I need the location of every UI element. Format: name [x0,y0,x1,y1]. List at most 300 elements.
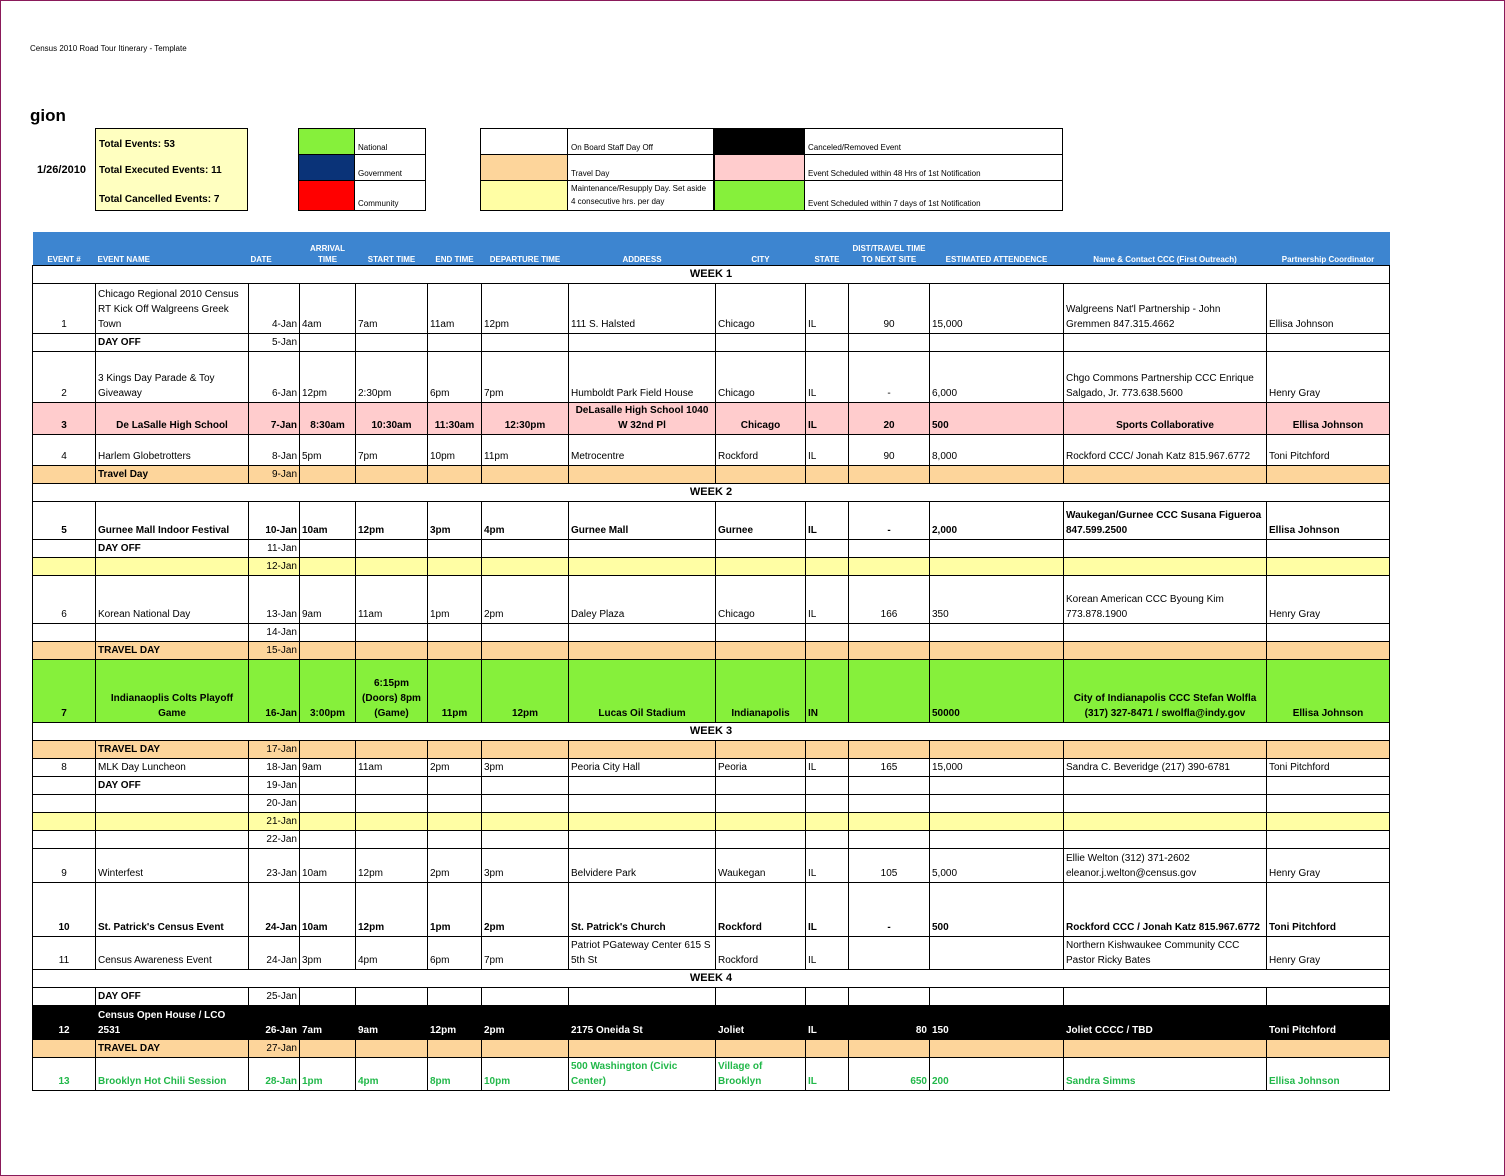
table-cell: Toni Pitchford [1267,882,1390,936]
legend-swatch-national [298,128,355,155]
day-row [33,794,1390,812]
table-cell: 7 [33,659,96,722]
table-cell [716,830,806,848]
table-cell [356,776,428,794]
table-cell: Henry Gray [1267,575,1390,623]
table-cell: Northern Kishwaukee Community CCC Pastor Ricky Bates [1064,936,1267,969]
week-label: WEEK 4 [33,969,1390,987]
table-cell: Chicago Regional 2010 Census RT Kick Off Walgreens Greek Town [96,283,249,333]
table-cell [482,557,569,575]
table-cell [849,623,930,641]
table-cell [1267,830,1390,848]
table-cell: Toni Pitchford [1267,434,1390,465]
event-row [33,1057,1390,1090]
table-cell [356,1039,428,1057]
table-cell: Harlem Globetrotters [96,434,249,465]
table-cell: Sandra Simms [1064,1057,1267,1090]
table-cell [569,830,716,848]
table-cell: 2pm [482,575,569,623]
table-cell [716,641,806,659]
table-cell [569,794,716,812]
table-cell [300,776,356,794]
day-row [33,557,1390,575]
table-cell: 18-Jan [249,758,300,776]
table-cell: 12 [33,1005,96,1039]
table-cell [1267,740,1390,758]
table-cell [300,641,356,659]
table-cell [300,1039,356,1057]
table-cell [428,623,482,641]
column-header: EVENT NAME [96,232,249,265]
table-cell: 24-Jan [249,882,300,936]
legend-label-maintenance: Maintenance/Resupply Day. Set aside 4 consecutive hrs. per day [568,180,714,211]
legend-swatch-sched7 [714,180,805,211]
table-cell: IL [806,1005,849,1039]
table-cell: 26-Jan [249,1005,300,1039]
table-cell: 12pm [428,1005,482,1039]
event-row [33,402,1390,434]
day-row [33,1039,1390,1057]
week-label: WEEK 2 [33,483,1390,501]
table-cell [930,987,1064,1005]
table-cell: 20 [849,402,930,434]
table-cell [930,776,1064,794]
table-cell: 11:30am [428,402,482,434]
table-cell: 10am [300,882,356,936]
table-cell [428,333,482,351]
table-cell: Rockford [716,882,806,936]
table-cell [849,794,930,812]
table-cell [33,465,96,483]
table-cell: 10:30am [356,402,428,434]
event-row [33,283,1390,333]
table-cell [96,557,249,575]
table-cell [428,794,482,812]
table-cell: Ellisa Johnson [1267,501,1390,539]
day-row [33,333,1390,351]
table-cell [1064,333,1267,351]
table-cell: Brooklyn Hot Chili Session [96,1057,249,1090]
table-cell [569,557,716,575]
table-cell: 8pm [428,1057,482,1090]
table-cell: Ellisa Johnson [1267,1057,1390,1090]
table-cell: 105 [849,848,930,882]
table-cell: 7pm [356,434,428,465]
table-cell: St. Patrick's Church [569,882,716,936]
table-cell: 10pm [428,434,482,465]
table-cell [569,987,716,1005]
table-cell [1267,812,1390,830]
table-cell: 6pm [428,936,482,969]
table-cell: IL [806,758,849,776]
table-cell [716,812,806,830]
event-row [33,848,1390,882]
table-cell [356,557,428,575]
table-cell: Census Open House / LCO 2531 [96,1005,249,1039]
table-cell: 9-Jan [249,465,300,483]
table-cell [806,333,849,351]
table-cell: 3:00pm [300,659,356,722]
table-cell: 166 [849,575,930,623]
table-cell: IL [806,351,849,402]
table-cell: 3 Kings Day Parade & Toy Giveaway [96,351,249,402]
table-cell [930,465,1064,483]
total-cancelled-events: Total Cancelled Events: 7 [99,194,220,205]
column-header: START TIME [356,232,428,265]
table-cell: Chicago [716,402,806,434]
table-cell: 24-Jan [249,936,300,969]
legend-label-community: Community [355,180,426,211]
table-cell [96,812,249,830]
table-cell: Metrocentre [569,434,716,465]
table-cell: - [849,501,930,539]
column-header: ARRIVAL TIME [300,232,356,265]
table-cell: 12pm [356,882,428,936]
table-cell: TRAVEL DAY [96,1039,249,1057]
table-cell [569,641,716,659]
table-cell [569,812,716,830]
week-row [33,969,1390,987]
table-cell: 3 [33,402,96,434]
table-cell [806,623,849,641]
table-cell: 6-Jan [249,351,300,402]
table-cell: Humboldt Park Field House [569,351,716,402]
table-cell: 1 [33,283,96,333]
table-cell: Henry Gray [1267,351,1390,402]
report-date: 1/26/2010 [37,164,86,176]
table-cell [849,641,930,659]
table-cell [33,794,96,812]
table-cell [96,830,249,848]
legend-swatch-staff-off [480,128,568,155]
table-cell [849,830,930,848]
table-cell: Chicago [716,351,806,402]
table-cell: Toni Pitchford [1267,758,1390,776]
table-cell: IL [806,434,849,465]
table-cell: 12pm [356,501,428,539]
table-cell [849,987,930,1005]
table-cell: Indianapolis [716,659,806,722]
table-cell: Daley Plaza [569,575,716,623]
table-cell: 4pm [356,936,428,969]
table-cell: 5,000 [930,848,1064,882]
table-cell: Gurnee [716,501,806,539]
table-cell: 12pm [482,659,569,722]
table-cell [806,812,849,830]
table-cell [300,539,356,557]
table-cell [1267,1039,1390,1057]
table-cell [1267,623,1390,641]
legend-label-sched48: Event Scheduled within 48 Hrs of 1st Notification [805,154,1063,181]
table-cell: 12pm [300,351,356,402]
table-cell [356,539,428,557]
table-cell: 350 [930,575,1064,623]
table-cell [482,812,569,830]
table-cell: 19-Jan [249,776,300,794]
table-cell [300,987,356,1005]
table-cell: 6:15pm (Doors) 8pm (Game) [356,659,428,722]
table-cell [1064,465,1267,483]
table-cell [716,465,806,483]
region-heading: gion [30,106,66,125]
table-cell: Toni Pitchford [1267,1005,1390,1039]
table-cell: Joliet [716,1005,806,1039]
table-cell [806,1039,849,1057]
legend-label-sched7: Event Scheduled within 7 days of 1st Notification [805,180,1063,211]
table-cell: Village of Brooklyn [716,1057,806,1090]
table-cell: Chicago [716,283,806,333]
document-title: Census 2010 Road Tour Itinerary - Template [30,44,187,53]
column-header: ADDRESS [569,232,716,265]
table-cell [806,776,849,794]
table-cell: Sandra C. Beveridge (217) 390-6781 [1064,758,1267,776]
table-cell: Henry Gray [1267,848,1390,882]
table-cell: 12:30pm [482,402,569,434]
table-cell [569,1039,716,1057]
table-cell [1064,557,1267,575]
table-cell: Walgreens Nat'l Partnership - John Gremmen 847.315.4662 [1064,283,1267,333]
table-cell: 2pm [428,848,482,882]
table-cell: 4am [300,283,356,333]
legend-swatch-travel [480,154,568,181]
day-row [33,776,1390,794]
legend-label-travel: Travel Day [568,154,714,181]
table-cell: 13 [33,1057,96,1090]
table-cell: Waukegan/Gurnee CCC Susana Figueroa 847.599.2500 [1064,501,1267,539]
event-row [33,659,1390,722]
table-cell: IL [806,402,849,434]
table-cell [33,333,96,351]
table-cell [930,641,1064,659]
table-cell: Indianaoplis Colts Playoff Game [96,659,249,722]
table-cell [930,794,1064,812]
table-cell: 1pm [428,575,482,623]
table-cell [428,539,482,557]
table-cell: 500 Washington (Civic Center) [569,1057,716,1090]
legend-swatch-community [298,180,355,211]
table-cell: Korean National Day [96,575,249,623]
table-cell [33,1039,96,1057]
table-cell [849,465,930,483]
table-cell: 1pm [300,1057,356,1090]
table-cell: 10 [33,882,96,936]
table-cell: Rockford [716,936,806,969]
table-cell: 10am [300,501,356,539]
table-cell: 2pm [482,1005,569,1039]
table-cell: Ellisa Johnson [1267,659,1390,722]
table-cell [300,333,356,351]
table-cell [1267,776,1390,794]
table-cell: 90 [849,434,930,465]
table-cell: 9am [300,758,356,776]
event-row [33,882,1390,936]
table-cell: IL [806,501,849,539]
event-row [33,575,1390,623]
table-cell: 8 [33,758,96,776]
table-cell [849,659,930,722]
day-row [33,812,1390,830]
table-cell [428,740,482,758]
summary-box [95,128,248,211]
table-cell [930,557,1064,575]
table-cell: 2:30pm [356,351,428,402]
table-cell [482,539,569,557]
table-cell: 16-Jan [249,659,300,722]
table-cell [930,333,1064,351]
table-cell: - [849,351,930,402]
table-cell [96,794,249,812]
table-cell: 4 [33,434,96,465]
table-cell: City of Indianapolis CCC Stefan Wolfla (317) 327-8471 / swolfla@indy.gov [1064,659,1267,722]
table-cell: 2pm [428,758,482,776]
table-cell: 15,000 [930,283,1064,333]
table-cell [569,623,716,641]
day-row [33,740,1390,758]
table-cell: Patriot PGateway Center 615 S 5th St [569,936,716,969]
table-cell [482,641,569,659]
table-cell [1064,623,1267,641]
table-cell: 650 [849,1057,930,1090]
table-cell: Ellie Welton (312) 371-2602 eleanor.j.welton@census.gov [1064,848,1267,882]
table-cell: 1pm [428,882,482,936]
table-cell [1267,557,1390,575]
table-cell: 6 [33,575,96,623]
table-cell: 11am [428,283,482,333]
table-cell: Lucas Oil Stadium [569,659,716,722]
table-cell: 7-Jan [249,402,300,434]
table-cell [356,830,428,848]
table-cell [716,987,806,1005]
column-header: DATE [249,232,300,265]
table-cell [300,830,356,848]
week-row [33,265,1390,283]
table-cell [356,794,428,812]
table-cell: 150 [930,1005,1064,1039]
event-row [33,501,1390,539]
table-cell: Gurnee Mall Indoor Festival [96,501,249,539]
table-cell [716,740,806,758]
table-cell [482,465,569,483]
table-cell: Korean American CCC Byoung Kim 773.878.1900 [1064,575,1267,623]
table-cell: Waukegan [716,848,806,882]
table-cell: 4-Jan [249,283,300,333]
table-cell: Rockford CCC/ Jonah Katz 815.967.6772 [1064,434,1267,465]
table-cell [482,333,569,351]
table-cell [300,812,356,830]
table-cell: IN [806,659,849,722]
table-cell [356,641,428,659]
event-row [33,758,1390,776]
table-cell: 10pm [482,1057,569,1090]
day-row [33,641,1390,659]
table-cell: 11 [33,936,96,969]
table-cell [716,539,806,557]
table-cell: Belvidere Park [569,848,716,882]
table-cell [930,830,1064,848]
table-cell [1064,539,1267,557]
table-cell: 5 [33,501,96,539]
week-row [33,483,1390,501]
table-cell: 2pm [482,882,569,936]
table-cell [806,794,849,812]
column-header: Partnership Coordinator [1267,232,1390,265]
table-cell: 15-Jan [249,641,300,659]
table-cell [849,333,930,351]
table-cell: 50000 [930,659,1064,722]
table-cell [482,1039,569,1057]
table-cell: 5-Jan [249,333,300,351]
event-row [33,351,1390,402]
table-cell [356,987,428,1005]
table-cell: - [849,882,930,936]
table-cell: IL [806,848,849,882]
legend-swatch-sched48 [714,154,805,181]
table-cell [930,1039,1064,1057]
table-cell: 6pm [428,351,482,402]
legend-label-staff-off: On Board Staff Day Off [568,128,714,155]
table-cell: 165 [849,758,930,776]
table-cell: 2 [33,351,96,402]
table-cell: 7am [300,1005,356,1039]
table-cell: 21-Jan [249,812,300,830]
table-cell [300,465,356,483]
table-cell [930,936,1064,969]
itinerary-table [32,232,1390,1091]
table-cell [716,1039,806,1057]
table-cell [428,987,482,1005]
legend-swatch-government [298,154,355,181]
table-cell [356,465,428,483]
table-cell: IL [806,936,849,969]
table-cell [849,1039,930,1057]
table-cell: 25-Jan [249,987,300,1005]
table-cell: 14-Jan [249,623,300,641]
table-cell [1267,539,1390,557]
table-cell [849,812,930,830]
table-cell: 6,000 [930,351,1064,402]
table-cell: Gurnee Mall [569,501,716,539]
table-cell: 20-Jan [249,794,300,812]
table-cell: 8,000 [930,434,1064,465]
table-cell: 7pm [482,351,569,402]
table-cell: 13-Jan [249,575,300,623]
table-cell: DeLasalle High School 1040 W 32nd Pl [569,402,716,434]
table-cell: 8-Jan [249,434,300,465]
table-cell [300,740,356,758]
table-cell: Ellisa Johnson [1267,402,1390,434]
day-row [33,830,1390,848]
table-cell [482,776,569,794]
table-cell [1267,333,1390,351]
table-cell [356,623,428,641]
table-cell [1267,465,1390,483]
table-cell [33,557,96,575]
day-row [33,987,1390,1005]
table-cell [1267,641,1390,659]
table-cell [569,333,716,351]
table-cell [716,776,806,794]
table-cell: 28-Jan [249,1057,300,1090]
table-cell: 10am [300,848,356,882]
table-cell: 7am [356,283,428,333]
table-cell [716,557,806,575]
table-cell [482,740,569,758]
table-cell [849,936,930,969]
table-cell [930,740,1064,758]
table-cell [1064,776,1267,794]
table-cell: 2175 Oneida St [569,1005,716,1039]
table-cell: IL [806,1057,849,1090]
